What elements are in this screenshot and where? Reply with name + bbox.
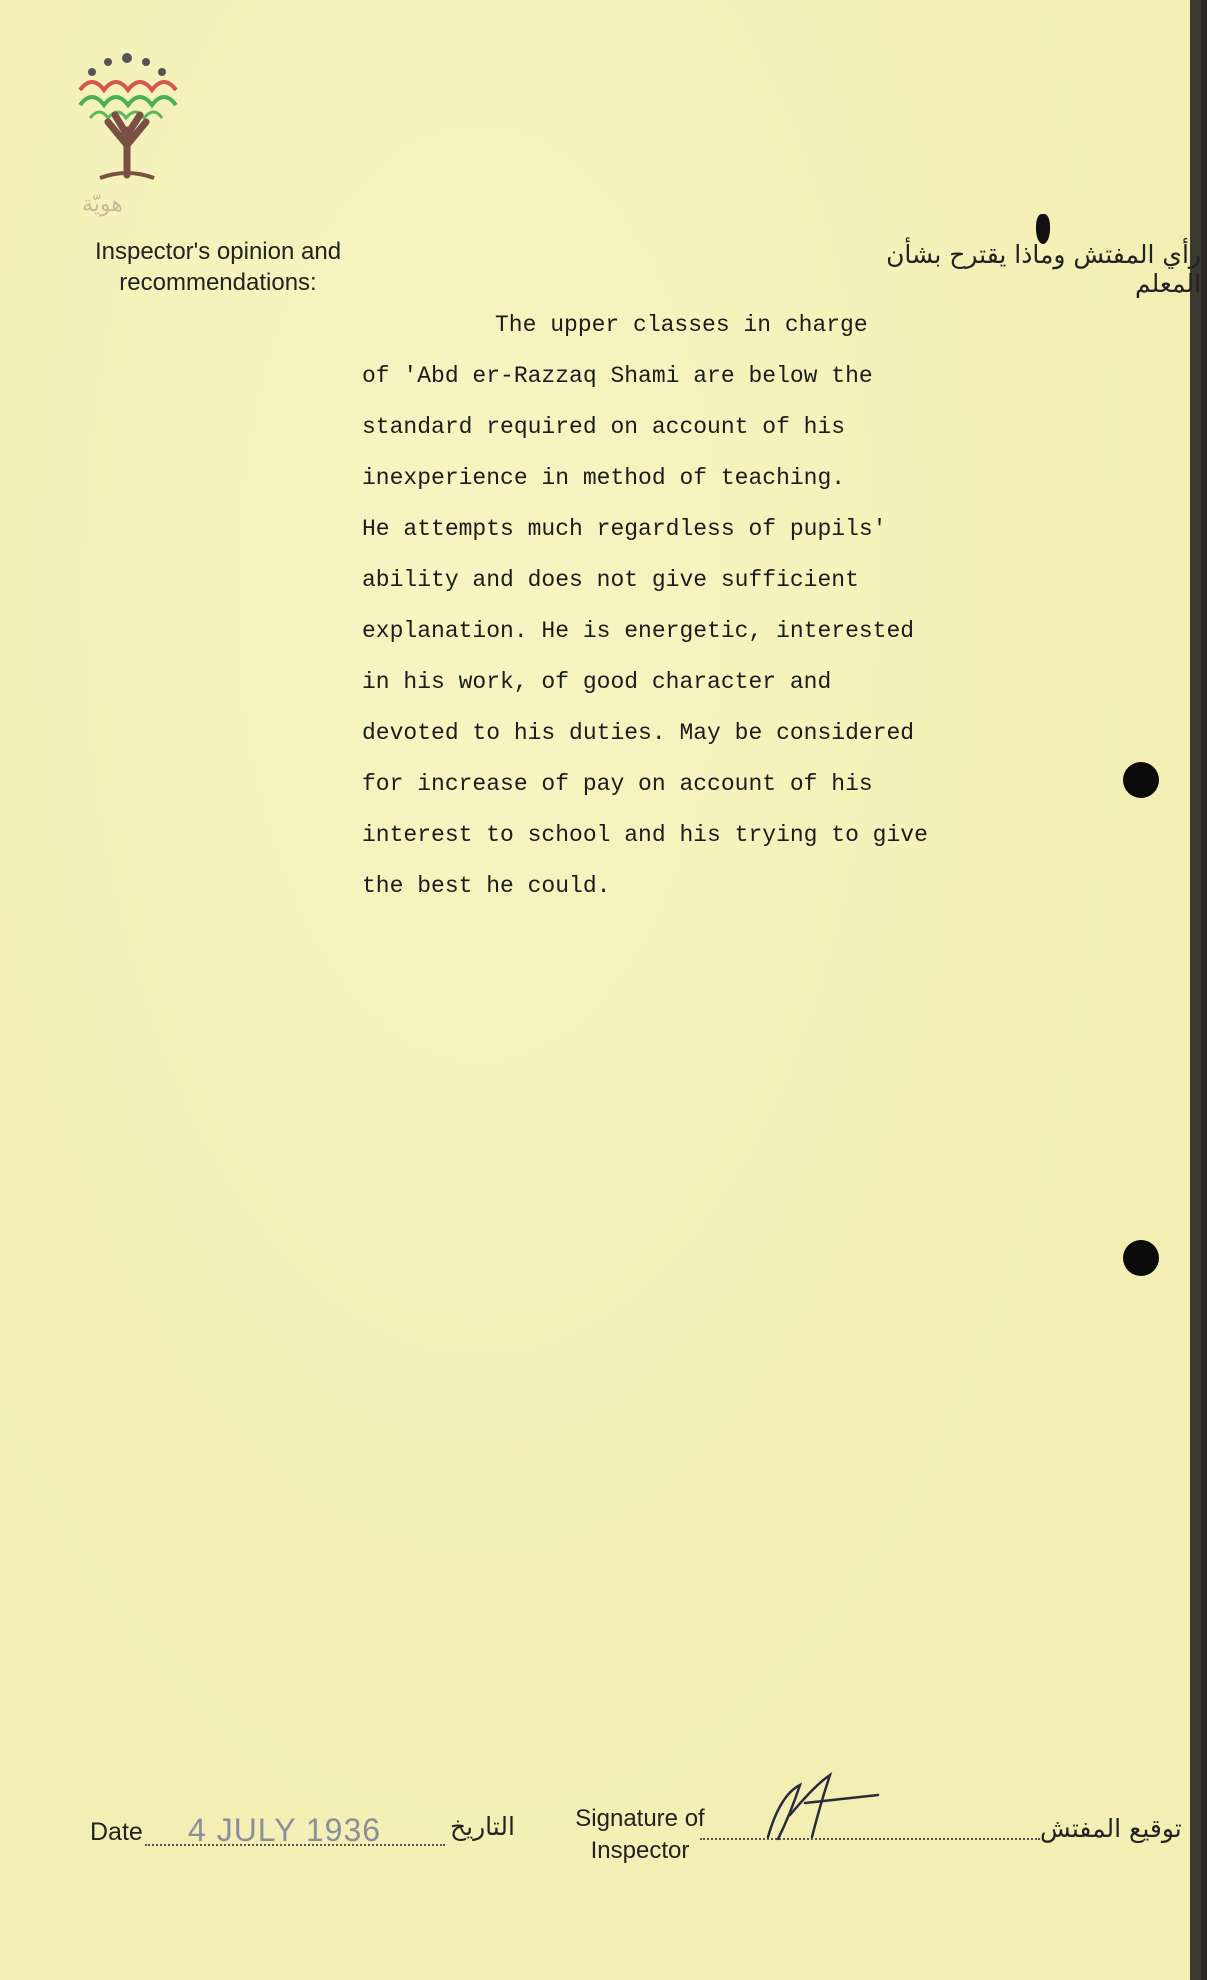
report-line: the best he could. (362, 873, 611, 899)
signature-label-line-1: Signature of (575, 1805, 705, 1832)
report-line: The upper classes in charge (495, 312, 868, 338)
report-line: explanation. He is energetic, interested (362, 618, 915, 644)
logo-caption: هويّة (82, 192, 123, 217)
report-line: for increase of pay on account of his (362, 771, 873, 797)
report-line: in his work, of good character and (362, 669, 832, 695)
label-line-2: recommendations: (119, 269, 317, 296)
report-line: inexperience in method of teaching. (362, 465, 846, 491)
date-label-ar: التاريخ (450, 1812, 515, 1841)
signature-label-line-2: Inspector (590, 1837, 690, 1864)
report-body (362, 300, 1002, 912)
report-line: interest to school and his trying to give (362, 822, 928, 848)
label-line-1: Inspector's opinion and (94, 238, 342, 265)
tree-logo-icon (70, 50, 185, 190)
report-line: ability and does not give sufficient (362, 567, 859, 593)
signature-label-ar: توقيع المفتش (1040, 1814, 1182, 1843)
inspector-opinion-label (78, 236, 358, 298)
report-line: standard required on account of his (362, 414, 846, 440)
inspector-opinion-label-ar: رأي المفتش وماذا يقترح بشأن المعلم (886, 240, 1201, 298)
date-stamp: 4 JULY 1936 (188, 1812, 382, 1848)
report-line: devoted to his duties. May be considered (362, 720, 915, 746)
date-label: Date (90, 1818, 143, 1846)
punch-hole (1123, 1240, 1159, 1276)
punch-hole (1123, 762, 1159, 798)
report-line: of 'Abd er-Razzaq Shami are below the (362, 363, 873, 389)
report-line: He attempts much regardless of pupils' (362, 516, 887, 542)
handwritten-signature (760, 1765, 890, 1845)
signature-label (560, 1803, 720, 1867)
